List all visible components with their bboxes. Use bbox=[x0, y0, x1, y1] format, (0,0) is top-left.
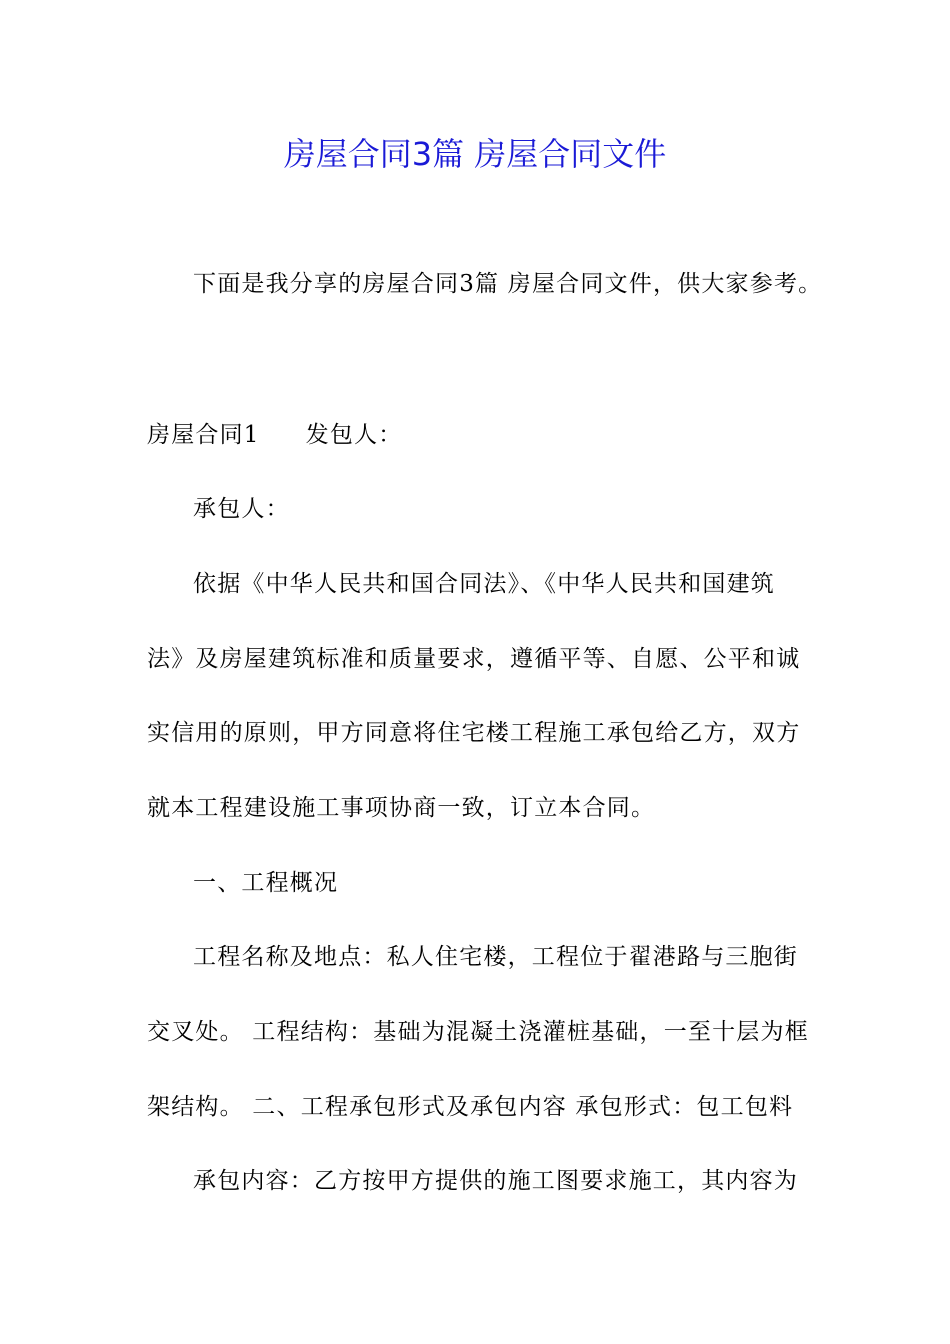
body-line: 工程名称及地点：私人住宅楼，工程位于翟港路与三胞街 bbox=[193, 944, 798, 970]
contractor-label: 承包人： bbox=[193, 496, 290, 522]
body-line: 就本工程建设施工事项协商一致，订立本合同。 bbox=[147, 795, 656, 821]
contract-heading bbox=[147, 418, 402, 452]
employer-label: 发包人： bbox=[305, 422, 403, 448]
intro-paragraph: 下面是我分享的房屋合同3篇 房屋合同文件，供大家参考。 bbox=[193, 271, 823, 297]
body-line: 交叉处。 工程结构：基础为混凝土浇灌桩基础，一至十层为框 bbox=[147, 1019, 809, 1045]
section-heading: 一、工程概况 bbox=[193, 870, 339, 896]
body-line: 实信用的原则，甲方同意将住宅楼工程施工承包给乙方，双方 bbox=[147, 720, 801, 746]
body-line: 架结构。 二、工程承包形式及承包内容 承包形式：包工包料 bbox=[147, 1094, 794, 1120]
body-line: 承包内容：乙方按甲方提供的施工图要求施工，其内容为 bbox=[193, 1168, 798, 1194]
contract-number-label: 房屋合同1 bbox=[147, 422, 260, 448]
document-title: 房屋合同3篇 房屋合同文件 bbox=[283, 135, 667, 173]
body-line: 依据《中华人民共和国合同法》、《中华人民共和国建筑 bbox=[193, 571, 775, 597]
body-line: 法》及房屋建筑标准和质量要求，遵循平等、自愿、公平和诚 bbox=[147, 646, 801, 672]
